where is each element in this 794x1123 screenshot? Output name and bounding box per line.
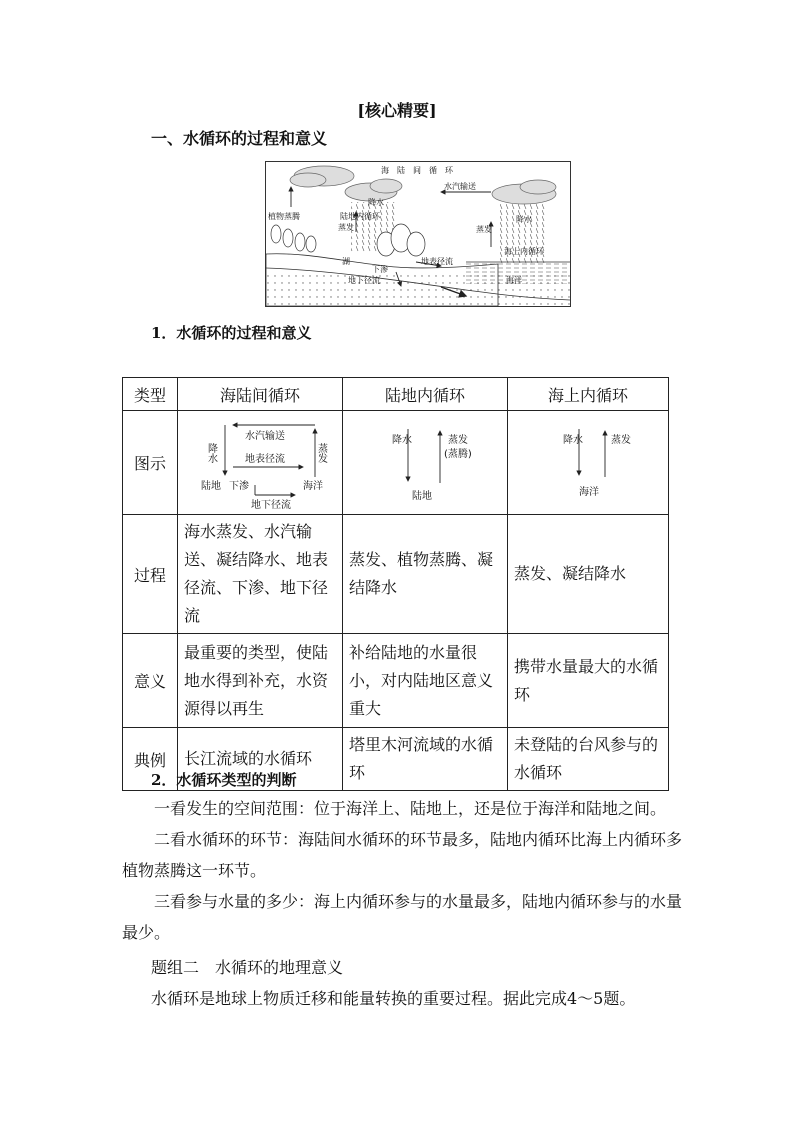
d1-infil: 下渗 <box>229 480 249 492</box>
table-row <box>123 515 669 634</box>
table-row <box>123 634 669 728</box>
fig-label-transpiration: 植物蒸腾 <box>268 212 300 221</box>
fig-label-evap-land: 蒸发 <box>338 223 354 232</box>
water-cycle-table <box>122 377 669 791</box>
diagram-sea-land-cell <box>178 411 343 515</box>
row-label: 典例 <box>123 728 178 791</box>
fig-label-ocean: 海洋 <box>506 276 522 285</box>
row-label: 图示 <box>123 411 178 515</box>
example-cell: 长江流域的水循环 <box>178 728 343 791</box>
fig-label-groundwater: 地下径流 <box>348 276 380 285</box>
fig-label-sea-cycle: 海上内循环 <box>504 247 544 256</box>
group-title-text: 水循环的地理意义 <box>215 958 344 977</box>
diagram-sea-cell <box>508 411 669 515</box>
d1-evap: 蒸发 <box>315 442 327 463</box>
group-label: 题组二 <box>151 958 200 977</box>
fig-label-lake: 湖 <box>342 257 350 266</box>
d1-ocean: 海洋 <box>303 480 323 492</box>
paragraph: 三看参与水量的多少：海上内循环参与的水量最多，陆地内循环参与的水量最少。 <box>122 892 683 942</box>
row-label: 过程 <box>123 515 178 634</box>
example-cell: 未登陆的台风参与的水循环 <box>508 728 669 791</box>
judgement-paragraphs <box>122 793 682 948</box>
table-header-row <box>123 378 669 411</box>
sea-land-cycle-diagram <box>185 415 335 511</box>
table-header: 类型 <box>123 378 178 411</box>
row-label: 意义 <box>123 634 178 728</box>
table-header: 陆地内循环 <box>343 378 508 411</box>
table-header: 海上内循环 <box>508 378 669 411</box>
process-cell: 海水蒸发、水汽输送、凝结降水、地表径流、下渗、地下径流 <box>178 515 343 634</box>
table-header: 海陆间循环 <box>178 378 343 411</box>
question-intro: 水循环是地球上物质迁移和能量转换的重要过程。据此完成4～5题。 <box>151 989 636 1008</box>
sea-cycle-diagram <box>513 415 663 511</box>
d3-evap: 蒸发 <box>611 434 631 446</box>
water-cycle-figure <box>265 161 571 307</box>
d2-land: 陆地 <box>412 490 432 502</box>
meaning-cell: 最重要的类型，使陆地水得到补充，水资源得以再生 <box>178 634 343 728</box>
page-header-title: [核心精要] <box>357 101 437 120</box>
cloud-right-icon <box>492 180 556 204</box>
d2-evap: 蒸发 <box>448 434 468 446</box>
d1-ground: 地下径流 <box>251 499 291 511</box>
d1-vapor: 水汽输送 <box>245 430 285 442</box>
d3-ocean: 海洋 <box>579 486 599 498</box>
fig-label-infiltration: 下渗 <box>372 265 388 274</box>
section-title: 一、水循环的过程和意义 <box>151 129 328 148</box>
cloud-left-icon <box>290 166 354 187</box>
fig-label-precip-right: 降水 <box>516 215 532 224</box>
table-row <box>123 411 669 515</box>
meaning-cell: 补给陆地的水量很小，对内陆地区意义重大 <box>343 634 508 728</box>
d2-evap2: (蒸腾) <box>444 448 472 460</box>
subsection-title-2: 2．水循环类型的判断 <box>151 771 297 789</box>
fig-label-precip-left: 降水 <box>368 198 384 207</box>
fig-label-vapor: 水汽输送 <box>444 182 476 191</box>
process-cell: 蒸发、植物蒸腾、凝结降水 <box>343 515 508 634</box>
land-cycle-diagram <box>350 415 500 511</box>
d3-precip: 降水 <box>563 434 583 446</box>
fig-label-evap-sea: 蒸发 <box>476 225 492 234</box>
d1-surface: 地表径流 <box>245 453 285 465</box>
d1-precip: 降水 <box>205 442 217 463</box>
fig-label-surface: 地表径流 <box>421 257 453 266</box>
subsection-title-1: 1．水循环的过程和意义 <box>151 324 312 342</box>
diagram-land-cell <box>343 411 508 515</box>
fig-label-land-cycle: 陆地内循环 <box>340 212 380 221</box>
example-cell: 塔里木河流域的水循环 <box>343 728 508 791</box>
d1-land: 陆地 <box>201 480 221 492</box>
question-group-title <box>151 955 343 978</box>
d2-precip: 降水 <box>392 434 412 446</box>
meaning-cell: 携带水量最大的水循环 <box>508 634 669 728</box>
water-cycle-illustration <box>266 162 570 306</box>
paragraph: 二看水循环的环节：海陆间水循环的环节最多，陆地内循环比海上内循环多植物蒸腾这一环节。 <box>122 830 683 880</box>
paragraph: 一看发生的空间范围：位于海洋上、陆地上，还是位于海洋和陆地之间。 <box>154 799 667 818</box>
process-cell: 蒸发、凝结降水 <box>508 515 669 634</box>
fig-label-top: 海 陆 间 循 环 <box>381 166 453 175</box>
